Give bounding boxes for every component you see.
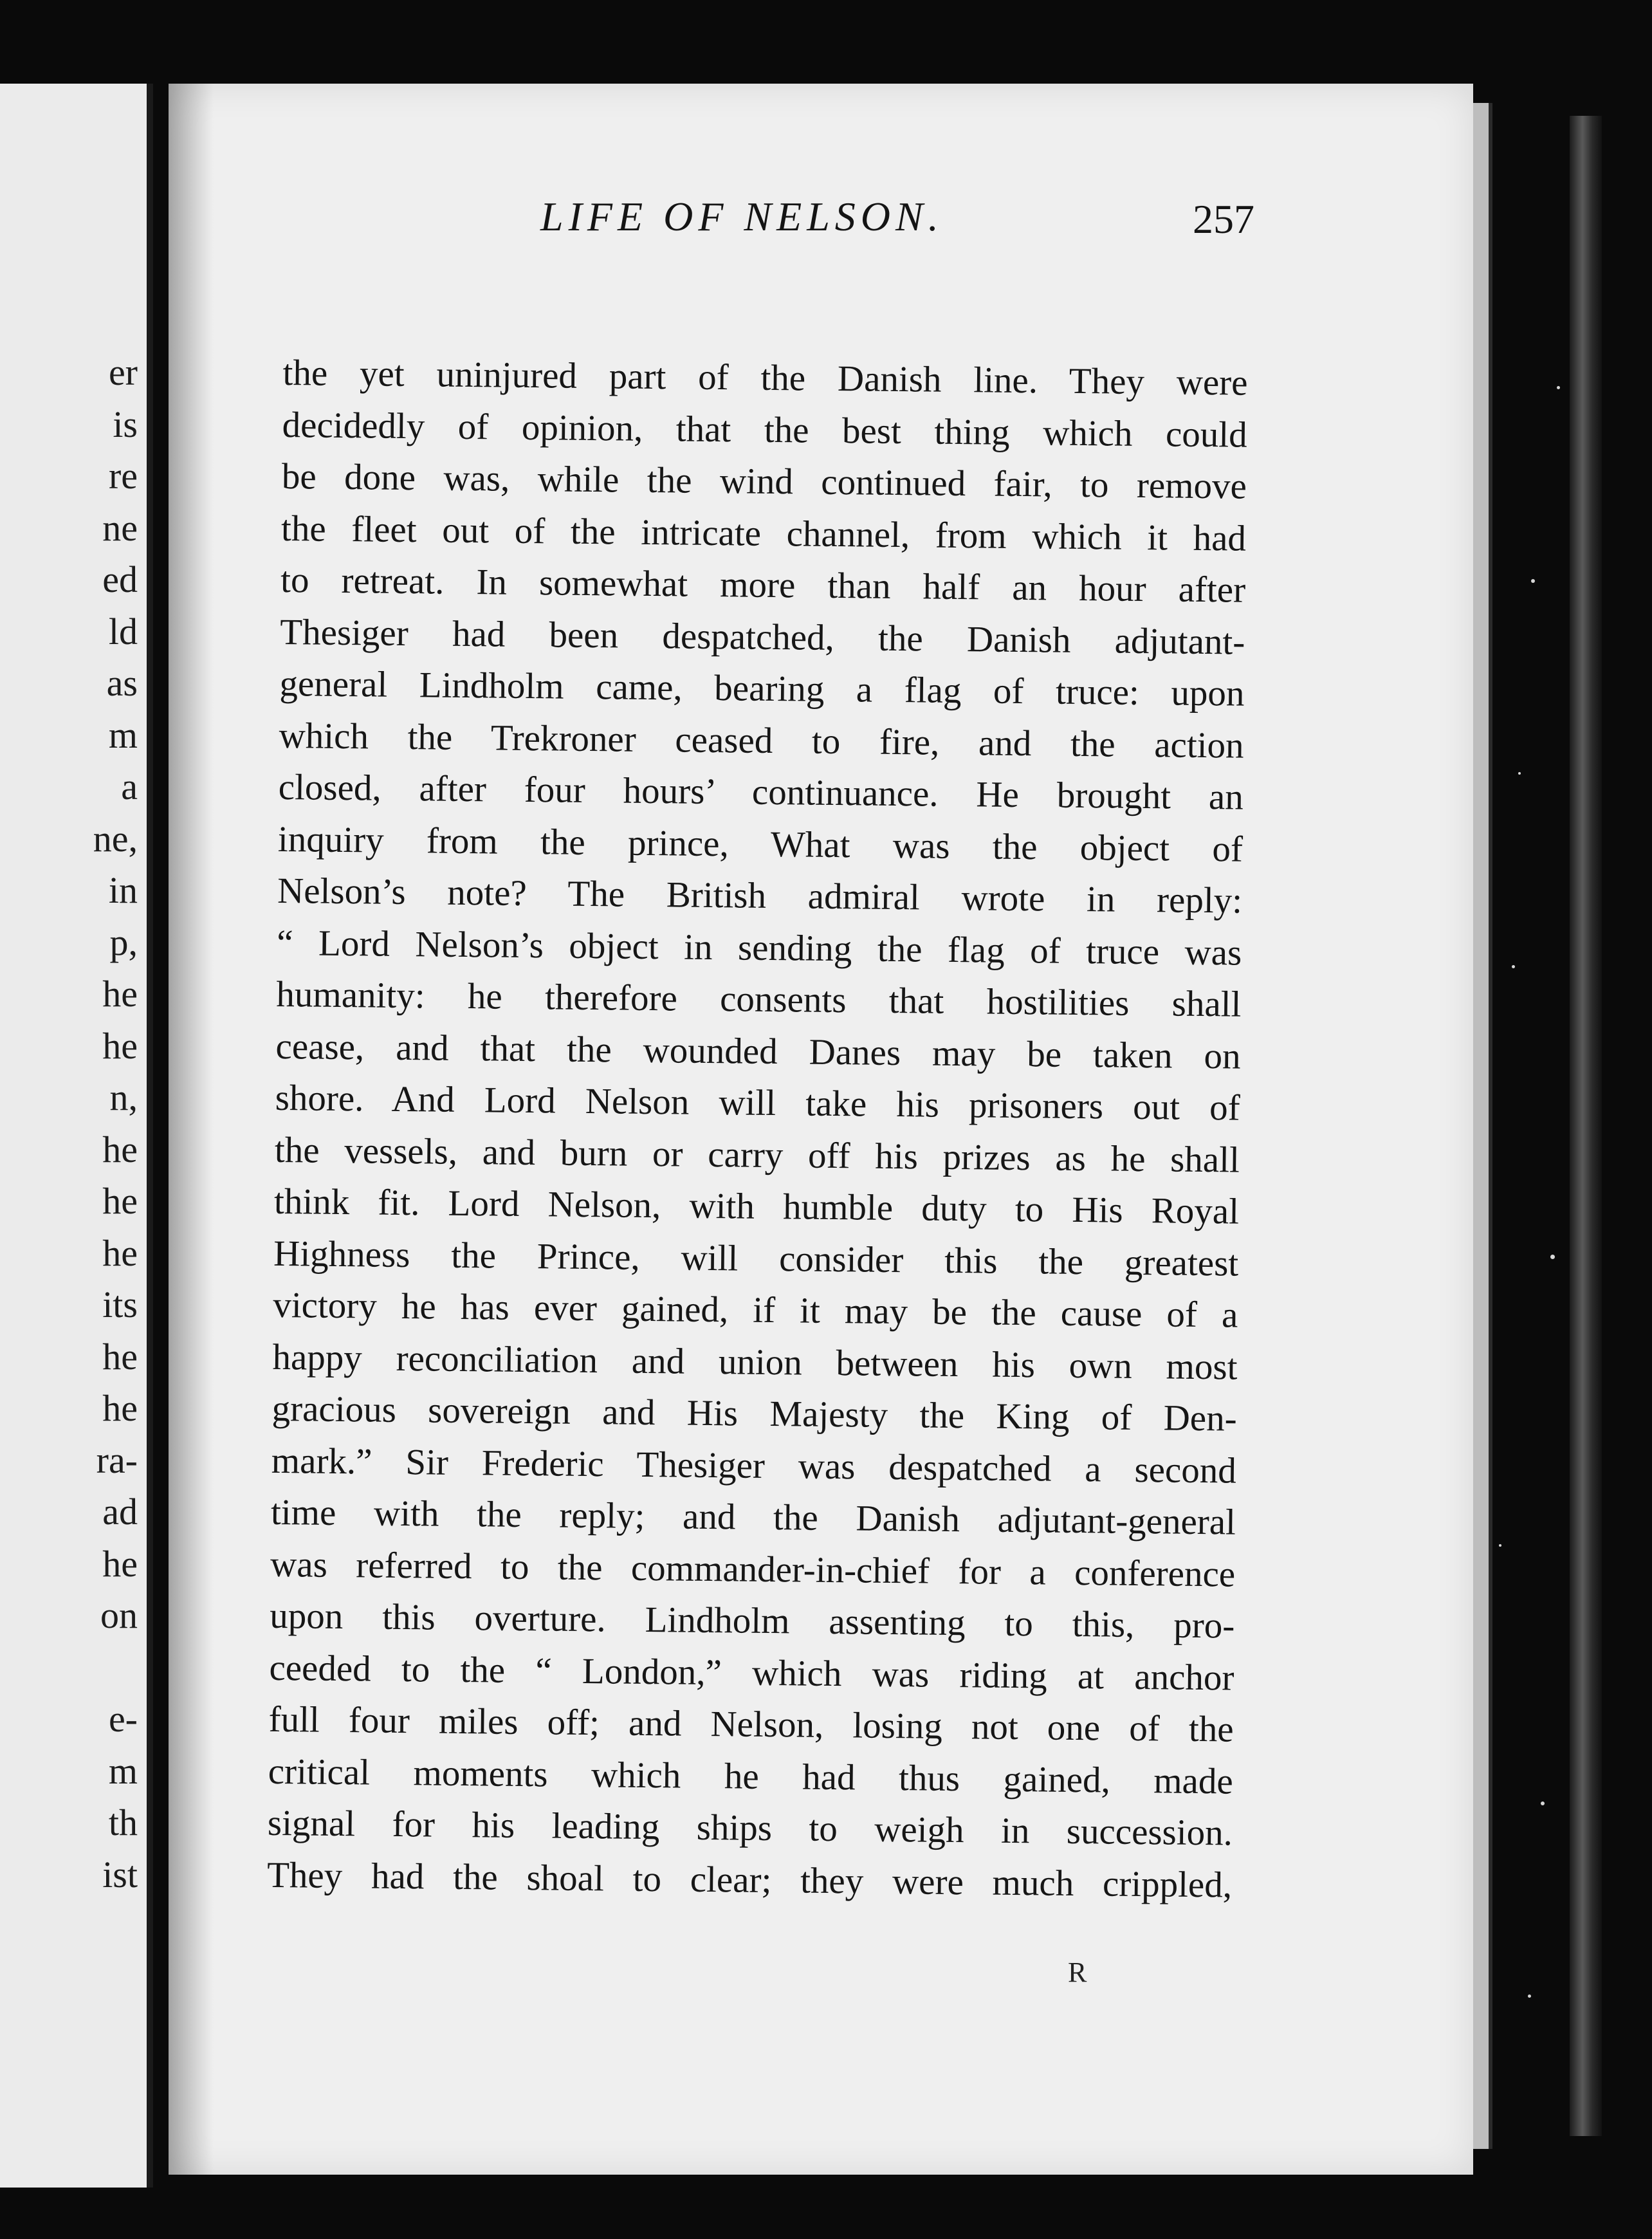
left-page-text-fragments bbox=[0, 84, 147, 2188]
left-page-fragment: ist bbox=[102, 1853, 138, 1895]
book-binding bbox=[1570, 116, 1602, 2136]
dust-speck bbox=[1557, 386, 1560, 389]
text-line: “ Lord Nelson’s object in sending the flag of truce was bbox=[276, 922, 1242, 973]
left-page-fragment: e- bbox=[108, 1698, 138, 1740]
left-page-fragment: a bbox=[121, 766, 138, 807]
gutter-shadow bbox=[169, 84, 214, 2175]
left-page-fragment: he bbox=[102, 1128, 138, 1170]
left-page-fragment: he bbox=[102, 1024, 138, 1067]
page-header bbox=[360, 193, 1254, 257]
text-line: shore. And Lord Nelson will take his prisoners out of bbox=[275, 1077, 1241, 1129]
left-page-fragment: re bbox=[108, 455, 138, 497]
dust-speck bbox=[1518, 772, 1521, 775]
text-line: victory he has ever gained, if it may be the cause of a bbox=[273, 1284, 1238, 1336]
left-page-fragment: m bbox=[108, 1749, 138, 1792]
text-line: happy reconciliation and union between his own most bbox=[272, 1336, 1238, 1388]
text-line: upon this overture. Lindholm assenting to this, pro- bbox=[270, 1595, 1235, 1646]
text-line: Thesiger had been despatched, the Danish adjutant- bbox=[280, 611, 1245, 663]
left-page-fragment: ld bbox=[108, 610, 138, 652]
text-line: decidedly of opinion, that the best thing which could bbox=[282, 404, 1247, 456]
text-line: the vessels, and burn or carry off his prizes as he shall bbox=[274, 1129, 1240, 1181]
left-page-fragment: he bbox=[102, 1387, 138, 1429]
left-page-fragment: its bbox=[102, 1284, 138, 1325]
page-number: 257 bbox=[1193, 196, 1254, 242]
left-page-fragment: ne bbox=[102, 506, 138, 549]
text-line: cease, and that the wounded Danes may be taken on bbox=[275, 1026, 1241, 1077]
left-facing-page bbox=[0, 84, 153, 2188]
dust-speck bbox=[1550, 1255, 1555, 1259]
left-page-fragment: on bbox=[100, 1594, 138, 1636]
left-page-fragment: as bbox=[106, 662, 138, 704]
text-line: critical moments which he had thus gained, made bbox=[268, 1751, 1234, 1802]
text-line: full four miles off; and Nelson, losing not one of the bbox=[268, 1699, 1234, 1750]
text-line: ceeded to the “ London,” which was riding at anchor bbox=[269, 1647, 1234, 1699]
text-line: Nelson’s note? The British admiral wrote in reply: bbox=[277, 870, 1243, 921]
text-line: general Lindholm came, bearing a flag of truce: upon bbox=[279, 663, 1245, 714]
left-page-fragment: he bbox=[102, 1542, 138, 1585]
text-line: closed, after four hours’ continuance. He brought an bbox=[278, 766, 1244, 818]
left-page-fragment: th bbox=[108, 1801, 138, 1843]
text-line: mark.” Sir Frederic Thesiger was despatched a second bbox=[271, 1440, 1237, 1491]
body-text bbox=[267, 347, 1248, 1912]
page-edge bbox=[1473, 103, 1492, 2149]
left-page-fragment: he bbox=[102, 973, 138, 1015]
text-line: inquiry from the prince, What was the object of bbox=[277, 818, 1244, 870]
text-line: gracious sovereign and His Majesty the King of Den- bbox=[271, 1388, 1237, 1439]
left-page-fragment: m bbox=[108, 714, 138, 756]
text-line: was referred to the commander-in-chief for a conference bbox=[270, 1543, 1236, 1595]
left-page-fragment: er bbox=[108, 351, 138, 393]
text-line: humanity: he therefore consents that hostilities shall bbox=[276, 973, 1242, 1025]
dust-speck bbox=[1531, 579, 1535, 583]
text-line: the yet uninjured part of the Danish line. They were bbox=[282, 352, 1248, 403]
left-page-fragment: p, bbox=[109, 921, 138, 963]
text-line: which the Trekroner ceased to fire, and the action bbox=[279, 715, 1244, 766]
left-page-fragment: ad bbox=[102, 1491, 138, 1533]
text-line: the fleet out of the intricate channel, from which it had bbox=[280, 508, 1247, 559]
dust-speck bbox=[1541, 1801, 1545, 1805]
left-page-fragment: ra- bbox=[96, 1439, 138, 1481]
left-page-fragment: he bbox=[102, 1231, 138, 1274]
left-page-fragment: he bbox=[102, 1335, 138, 1377]
text-line: signal for his leading ships to weigh in succession. bbox=[267, 1802, 1233, 1854]
text-line: think fit. Lord Nelson, with humble duty to His Royal bbox=[273, 1181, 1240, 1232]
dust-speck bbox=[1512, 965, 1515, 968]
left-page-fragment: ne, bbox=[93, 817, 138, 860]
text-line: Highness the Prince, will consider this the greatest bbox=[273, 1233, 1239, 1284]
text-line: They had the shoal to clear; they were much crippled, bbox=[266, 1854, 1233, 1906]
text-line: time with the reply; and the Danish adjutant-general bbox=[270, 1491, 1236, 1543]
text-line: be done was, while the wind continued fair, to remove bbox=[281, 456, 1247, 507]
left-page-fragment: he bbox=[102, 1180, 138, 1222]
left-page-fragment: n, bbox=[109, 1076, 138, 1118]
dust-speck bbox=[1528, 1995, 1531, 1998]
dust-speck bbox=[1499, 1544, 1501, 1547]
left-page-fragment: in bbox=[108, 869, 138, 911]
signature-mark: R bbox=[1068, 1957, 1087, 1988]
text-line: to retreat. In somewhat more than half an hour after bbox=[280, 559, 1246, 611]
left-page-fragment: is bbox=[113, 403, 138, 445]
left-page-fragment: ed bbox=[102, 558, 138, 600]
running-title: LIFE OF NELSON. bbox=[540, 194, 944, 239]
